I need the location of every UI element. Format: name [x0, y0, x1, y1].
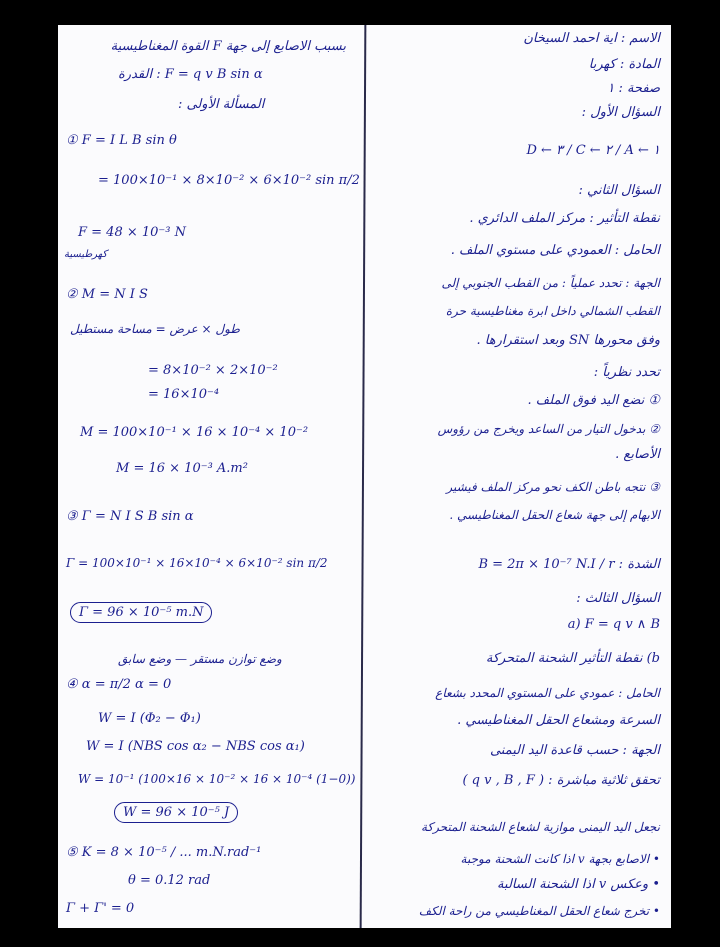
equation: W = I (Φ₂ − Φ₁): [98, 711, 201, 726]
heading: السؤال الثاني :: [578, 183, 660, 198]
equation: a) F = q v ∧ B: [567, 617, 660, 632]
boxed-result: [70, 605, 212, 621]
equation: = 16×10⁻⁴: [148, 387, 220, 402]
equation: Γ = 100×10⁻¹ × 16×10⁻⁴ × 6×10⁻² sin π/2: [66, 556, 328, 570]
text-line: وضع توازن مستقر — وضع سابق: [118, 652, 282, 666]
column-divider: [360, 25, 367, 928]
page-number: صفحة : ١: [607, 81, 660, 96]
equation: M = 100×10⁻¹ × 16 × 10⁻⁴ × 10⁻²: [80, 425, 309, 440]
text-line: ١ ← A / ٢ ← C / ٣ ← D: [526, 143, 660, 158]
heading: السؤال الأول :: [581, 105, 660, 120]
equation: M = 16 × 10⁻³ A.m²: [116, 461, 248, 476]
text-line: تحدد نظرياً :: [593, 365, 660, 380]
equation: = 100×10⁻¹ × 8×10⁻² × 6×10⁻² sin π/2: [98, 173, 360, 188]
text-line: الابهام إلى جهة شعاع الحقل المغناطيسي .: [449, 508, 660, 522]
text-line: • تخرج شعاع الحقل المغناطيسي من راحة الكف: [418, 904, 660, 918]
left-column: [58, 25, 358, 928]
equation: W = 10⁻¹ (100×16 × 10⁻² × 16 × 10⁻⁴ (1−0)): [78, 772, 356, 786]
equation: ② M = N I S: [66, 287, 148, 302]
boxed-result: [114, 805, 238, 821]
text-line: الجهة : حسب قاعدة اليد اليمنى: [489, 743, 660, 758]
equation: W = I (NBS cos α₂ − NBS cos α₁): [86, 739, 305, 754]
equation: = 8×10⁻² × 2×10⁻²: [148, 363, 278, 378]
text-line: الحامل : عمودي على المستوي المحدد بشعاع: [435, 686, 660, 700]
text-line: ① نضع اليد فوق الملف .: [527, 393, 660, 408]
text-line: • الاصابع بجهة v اذا كانت الشحنة موجبة: [460, 852, 660, 866]
text-line: القطب الشمالي داخل ابرة مغناطيسية حرة: [445, 304, 660, 318]
student-name: الاسم : اية احمد السيخان: [523, 31, 660, 46]
text-line: نقطة التأثير : مركز الملف الدائري .: [469, 211, 660, 226]
text-line: ② بدخول التيار من الساعد ويخرج من رؤوس: [437, 422, 660, 436]
heading: السؤال الثالث :: [576, 591, 660, 606]
text-line: كهرطيسية: [64, 249, 108, 260]
text-line: الجهة : تحدد عملياً : من القطب الجنوبي إلى: [441, 276, 660, 290]
text-line: نجعل اليد اليمنى موازية لشعاع الشحنة المتحركة: [421, 820, 660, 834]
subject: المادة : كهربا: [588, 57, 660, 72]
result-value: W = 96 × 10⁻⁵ J: [114, 802, 238, 823]
text-line: b) نقطة التأثير الشحنة المتحركة: [485, 651, 660, 666]
text-line: طول × عرض = مساحة مستطيل: [70, 322, 240, 336]
text-line: • وعكس v اذا الشحنة السالبة: [497, 877, 660, 892]
equation: ③ Γ = N I S B sin α: [66, 509, 194, 524]
text-line: وفق محورها SN وبعد استقرارها .: [476, 333, 660, 348]
right-column: [368, 25, 668, 928]
text-line: القدرة : F = q v B sin α: [118, 67, 263, 82]
equation: θ = 0.12 rad: [128, 873, 211, 888]
equation: ⑤ K = 8 × 10⁻⁵ / ... m.N.rad⁻¹: [66, 845, 262, 860]
handwritten-answer-sheet: [58, 25, 671, 928]
equation: Γ + Γ' = 0: [66, 901, 135, 916]
equation: ④ α = π/2 α = 0: [66, 677, 172, 692]
text-line: السرعة ومشعاع الحقل المغناطيسي .: [457, 713, 660, 728]
equation: الشدة : B = 2π × 10⁻⁷ N.I / r: [478, 557, 660, 572]
result-value: Γ = 96 × 10⁻⁵ m.N: [70, 602, 212, 623]
equation: ① F = I L B sin θ: [66, 133, 177, 148]
text-line: ③ نتجه باطن الكف نحو مركز الملف فيشير: [446, 480, 660, 494]
text-line: تحقق ثلاثية مباشرة : ( q v , B , F ): [462, 773, 660, 788]
text-line: بسبب الاصابع إلى جهة F القوة المغناطيسية: [110, 39, 346, 54]
text-line: الحامل : العمودي على مستوي الملف .: [450, 243, 660, 258]
equation: F = 48 × 10⁻³ N: [78, 225, 186, 240]
text-line: الأصابع .: [615, 447, 660, 462]
heading: المسألة الأولى :: [178, 97, 265, 112]
